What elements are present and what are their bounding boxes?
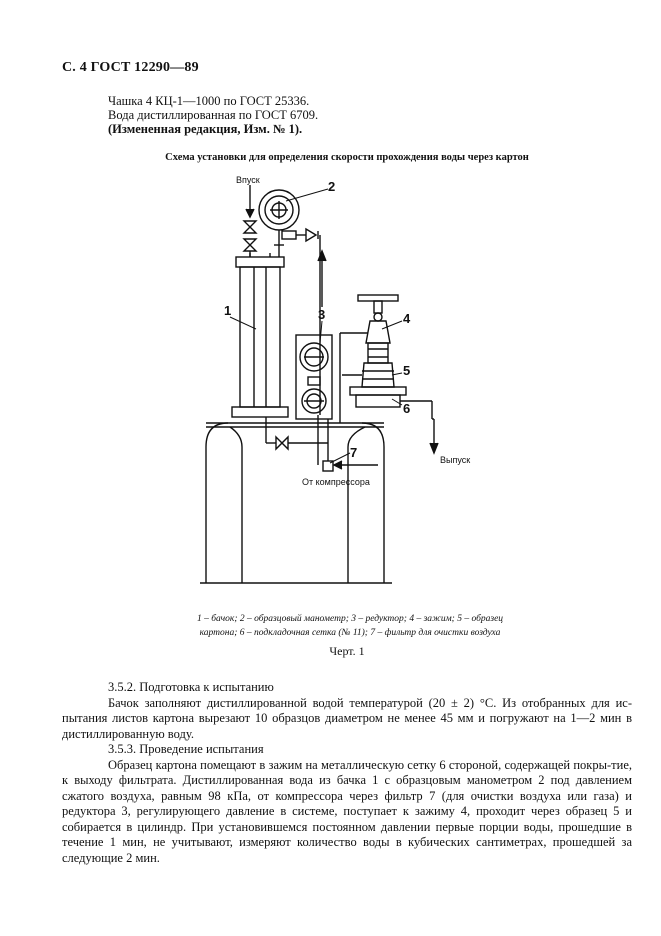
figure-caption: [120, 612, 580, 640]
intro-block: [108, 94, 318, 136]
paragraph-preparation: Бачок заполняют дистиллированной водой температурой (20 ± 2) °С. Из отобранных для ис-пытания листов картона вырезают 10 образцов диаметром не менее 45 мм и погружают на 1—2 мин в дистиллированную воду.: [62, 695, 632, 741]
label-n1: 1: [224, 303, 232, 318]
body-text: [62, 680, 632, 866]
label-n3: 3: [318, 307, 326, 322]
label-n4: 4: [403, 311, 411, 326]
clamp: [340, 295, 406, 423]
intro-line-revision: (Измененная редакция, Изм. № 1).: [108, 122, 303, 136]
label-inlet: Впуск: [236, 175, 260, 185]
label-n7: 7: [350, 445, 358, 460]
inlet-valves: [244, 185, 256, 257]
label-n5: 5: [403, 363, 411, 378]
label-n2: 2: [328, 179, 336, 194]
page-header: С. 4 ГОСТ 12290—89: [62, 60, 199, 75]
flow-up-arrow: [318, 251, 326, 307]
apparatus-diagram: [170, 165, 490, 605]
figure-number: Черт. 1: [329, 644, 365, 658]
base-table: [200, 423, 392, 583]
section-heading-preparation: 3.5.2. Подготовка к испытанию: [108, 680, 274, 694]
leader-lines: [230, 189, 402, 463]
paragraph-testing: Образец картона помещают в зажим на металлическую сетку 6 стороной, содержащей покры-тие, к выходу фильтрата. Дистиллированная вода из бачка 1 с образцовым манометром 2 под давлением сжатого воздуха, равным 98 кПа, от компрессора через фильтр 7 (для очистки воздуха или газа) и редуктора 3, регулирующего давление в системе, поступает к зажиму 4, проходит через образец 5 и собирается в цилиндр. При установившемся постоянном давлении первые порции воды, прошедшие в течение 1 мин, не учитывают, измеряют количество воды в кубических сантиметрах, прошедшей за следующие 2 мин.: [62, 757, 632, 865]
label-from-compressor: От компрессора: [302, 477, 370, 487]
intro-line-cup: Чашка 4 КЦ-1—1000 по ГОСТ 25336.: [108, 94, 310, 108]
caption-line-2: картона; 6 – подкладочная сетка (№ 11); 7 – фильтр для очистки воздуха: [199, 628, 501, 638]
compressor-arrow: [334, 461, 378, 469]
caption-line-1: 1 – бачок; 2 – образцовый манометр; 3 – редуктор; 4 – зажим; 5 – образец: [196, 614, 504, 624]
label-outlet: Выпуск: [440, 455, 471, 465]
section-heading-testing: 3.5.3. Проведение испытания: [108, 742, 264, 756]
label-n6: 6: [403, 401, 411, 416]
tank: [232, 253, 288, 417]
schema-title: Схема установки для определения скорости прохождения воды через картон: [165, 152, 529, 163]
reducer: [296, 335, 332, 419]
intro-line-water: Вода дистиллированная по ГОСТ 6709.: [108, 108, 319, 122]
manometer: [259, 190, 320, 415]
